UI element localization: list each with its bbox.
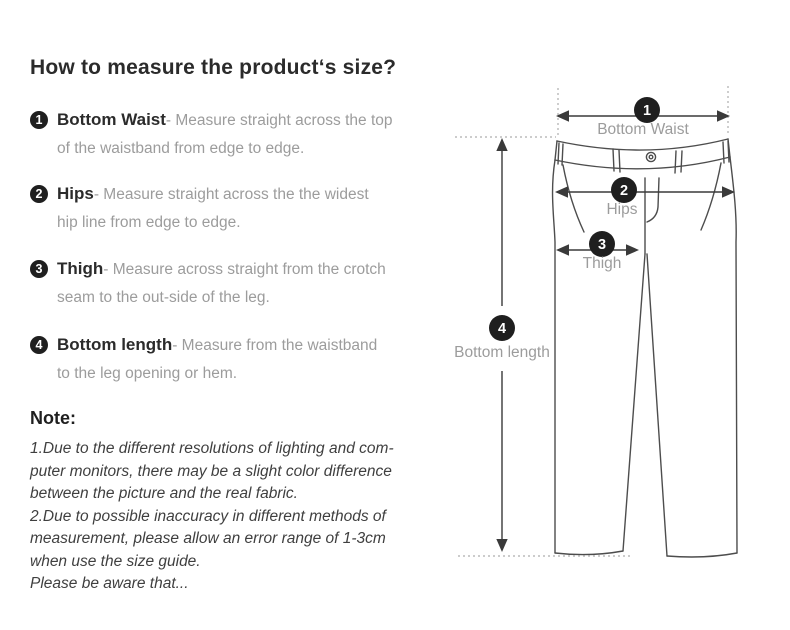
right-hem bbox=[667, 553, 737, 557]
item-number-badge: 4 bbox=[30, 336, 48, 354]
waistband-left-end bbox=[555, 141, 557, 160]
left-inseam bbox=[623, 254, 645, 551]
page-title: How to measure the product‘s size? bbox=[30, 56, 397, 80]
item-line2: hip line from edge to edge. bbox=[57, 214, 241, 231]
note-line: 2.Due to possible inaccuracy in different methods of bbox=[30, 507, 386, 525]
item-desc: - Measure straight across the top bbox=[165, 112, 393, 129]
note-heading: Note: bbox=[30, 408, 76, 428]
item-label: Bottom Waist bbox=[57, 110, 166, 129]
item-desc: - Measure across straight from the crotch bbox=[103, 261, 386, 278]
arrowhead-up bbox=[496, 138, 507, 151]
item-label: Bottom length bbox=[57, 335, 173, 354]
item-line2: to the leg opening or hem. bbox=[57, 365, 238, 382]
right-pocket-curve bbox=[701, 163, 721, 230]
note-line: when use the size guide. bbox=[30, 552, 201, 570]
item-number-badge: 2 bbox=[30, 185, 48, 203]
item-number-badge: 1 bbox=[30, 111, 48, 129]
left-outer-seam bbox=[553, 160, 555, 553]
measure-item-bottom-waist bbox=[30, 108, 462, 161]
item-desc: - Measure straight across the the widest bbox=[93, 186, 369, 203]
waistband-bottom bbox=[555, 157, 730, 169]
measure-label-bottom-length: Bottom length bbox=[454, 344, 550, 361]
item-line2: of the waistband from edge to edge. bbox=[57, 140, 305, 157]
note-body bbox=[30, 438, 470, 596]
item-label: Hips bbox=[57, 184, 94, 203]
left-hem bbox=[555, 551, 623, 555]
item-line2: seam to the out-side of the leg. bbox=[57, 289, 270, 306]
belt-loop bbox=[675, 151, 682, 173]
measure-item-hips bbox=[30, 182, 462, 235]
arrowhead-down bbox=[496, 539, 507, 552]
measure-badge-1-num: 1 bbox=[642, 103, 652, 120]
measure-item-bottom-length bbox=[30, 333, 462, 386]
item-number-badge: 3 bbox=[30, 260, 48, 278]
measure-badge-3-num: 3 bbox=[597, 237, 607, 254]
fly-button bbox=[646, 152, 655, 161]
measure-label-bottom-waist: Bottom Waist bbox=[597, 121, 689, 138]
item-line1 bbox=[57, 257, 462, 282]
item-line1 bbox=[57, 182, 462, 207]
waistband bbox=[557, 139, 728, 150]
right-inseam bbox=[647, 254, 667, 556]
right-outer-seam bbox=[730, 157, 737, 553]
item-line1 bbox=[57, 108, 462, 133]
measure-arrows bbox=[496, 110, 735, 552]
pants-outline bbox=[553, 139, 737, 557]
measure-label-thigh: Thigh bbox=[582, 255, 622, 272]
fly-button-inner bbox=[649, 155, 653, 159]
measure-item-thigh bbox=[30, 257, 462, 310]
pants-measure-diagram bbox=[440, 80, 790, 580]
item-desc: - Measure from the waistband bbox=[172, 337, 378, 354]
measure-badge-2-num: 2 bbox=[619, 183, 629, 200]
note-line: Please be aware that... bbox=[30, 575, 189, 592]
left-pocket-curve bbox=[563, 165, 584, 232]
note-line: measurement, please allow an error range of 1-3cm bbox=[30, 530, 386, 547]
note-line: 1.Due to the different resolutions of lighting and com- bbox=[30, 440, 394, 457]
arrowhead-left bbox=[556, 244, 569, 255]
arrowhead-left bbox=[555, 186, 568, 197]
item-label: Thigh bbox=[57, 259, 104, 278]
belt-loop bbox=[723, 141, 729, 163]
fly-j-stitch bbox=[647, 178, 659, 222]
item-line1 bbox=[57, 333, 462, 358]
measure-label-hips: Hips bbox=[606, 201, 638, 218]
note-line: between the picture and the real fabric. bbox=[30, 485, 298, 502]
measure-badge-4-num: 4 bbox=[497, 321, 507, 338]
arrowhead-right bbox=[626, 244, 639, 255]
note-line: puter monitors, there may be a slight color difference bbox=[30, 462, 392, 480]
